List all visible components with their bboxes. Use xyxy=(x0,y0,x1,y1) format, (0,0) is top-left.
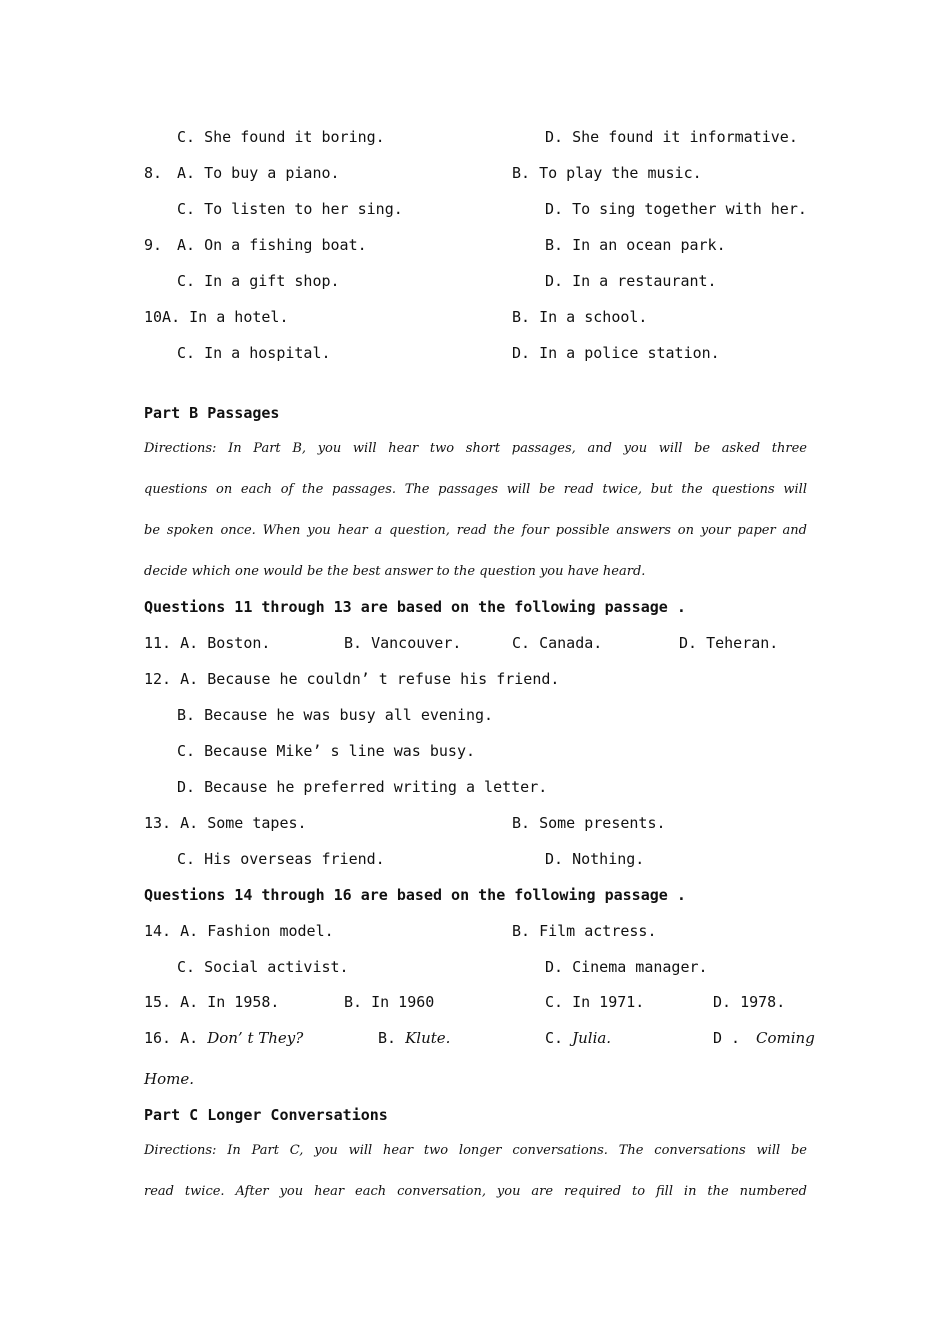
q9-option-a: A. On a fishing boat. xyxy=(177,236,367,254)
group-11-13-heading: Questions 11 through 13 are based on the following passage . xyxy=(144,598,686,616)
q13-option-c: C. His overseas friend. xyxy=(177,850,385,868)
q14-option-b: B. Film actress. xyxy=(512,922,657,940)
part-b-heading: Part B Passages xyxy=(144,404,280,422)
q9-option-c: C. In a gift shop. xyxy=(177,272,340,290)
q16-option-c-label: C. xyxy=(545,1029,564,1047)
q16-option-c-title: Julia. xyxy=(572,1029,612,1047)
q9-option-d: D. In a restaurant. xyxy=(545,272,717,290)
q8-option-c: C. To listen to her sing. xyxy=(177,200,403,218)
q16-option-d-label: D . xyxy=(713,1029,741,1047)
q9-option-b: B. In an ocean park. xyxy=(545,236,726,254)
q16-option-d-title-continued xyxy=(144,1070,194,1088)
q14-option-a: 14. A. Fashion model. xyxy=(144,922,334,940)
q16-option-c xyxy=(545,1029,611,1047)
q16-option-a-label: 16. A. xyxy=(144,1029,199,1047)
q12-option-a: 12. A. Because he couldn’ t refuse his friend. xyxy=(144,670,560,688)
q8-option-a: A. To buy a piano. xyxy=(177,164,340,182)
q15-option-d: D. 1978. xyxy=(713,993,786,1011)
q11-option-b: B. Vancouver. xyxy=(344,634,462,652)
part-c-directions-line-1: Directions: In Part C, you will hear two longer conversations. The conversations will be xyxy=(144,1143,807,1158)
q10-option-b: B. In a school. xyxy=(512,308,648,326)
q14-option-d: D. Cinema manager. xyxy=(545,958,708,976)
q16-option-b xyxy=(378,1029,450,1047)
q10-option-a: 10A. In a hotel. xyxy=(144,308,289,326)
q13-option-d: D. Nothing. xyxy=(545,850,645,868)
part-b-directions-line-1: Directions: In Part B, you will hear two short passages, and you will be asked three xyxy=(144,441,807,456)
q7-option-d: D. She found it informative. xyxy=(545,128,798,146)
q12-option-d: D. Because he preferred writing a letter. xyxy=(177,778,548,796)
q13-option-b: B. Some presents. xyxy=(512,814,666,832)
q8-option-b: B. To play the music. xyxy=(512,164,702,182)
q15-option-b: B. In 1960 xyxy=(344,993,435,1011)
q9-number: 9. xyxy=(144,236,163,254)
part-b-directions-line-4: decide which one would be the best answer to the question you have heard. xyxy=(144,564,646,579)
q7-option-c: C. She found it boring. xyxy=(177,128,385,146)
q12-option-b: B. Because he was busy all evening. xyxy=(177,706,494,724)
q16-option-d-title xyxy=(756,1029,815,1047)
q10-option-c: C. In a hospital. xyxy=(177,344,331,362)
q11-option-c: C. Canada. xyxy=(512,634,603,652)
part-c-directions-line-2: read twice. After you hear each conversation, you are required to fill in the numbered xyxy=(144,1184,807,1199)
part-c-heading: Part C Longer Conversations xyxy=(144,1106,388,1124)
part-b-directions-line-2: questions on each of the passages. The passages will be read twice, but the questions will xyxy=(144,482,807,497)
q8-number: 8. xyxy=(144,164,163,182)
q16-option-a xyxy=(144,1029,303,1047)
q15-option-a: 15. A. In 1958. xyxy=(144,993,280,1011)
q8-option-d: D. To sing together with her. xyxy=(545,200,807,218)
q15-option-c: C. In 1971. xyxy=(545,993,645,1011)
q14-option-c: C. Social activist. xyxy=(177,958,349,976)
q16-option-d-title-continued-text: Home. xyxy=(144,1070,194,1088)
group-14-16-heading: Questions 14 through 16 are based on the following passage . xyxy=(144,886,686,904)
q11-option-a: 11. A. Boston. xyxy=(144,634,271,652)
q12-option-c: C. Because Mike’ s line was busy. xyxy=(177,742,476,760)
q16-option-b-label: B. xyxy=(378,1029,397,1047)
part-b-directions-line-3: be spoken once. When you hear a question, read the four possible answers on your paper and xyxy=(144,523,807,538)
q16-option-a-title: Don’ t They? xyxy=(207,1029,304,1047)
q16-option-b-title: Klute. xyxy=(405,1029,451,1047)
q10-option-d: D. In a police station. xyxy=(512,344,720,362)
q16-option-d-title-text: Coming xyxy=(756,1029,815,1047)
q11-option-d: D. Teheran. xyxy=(679,634,779,652)
q13-option-a: 13. A. Some tapes. xyxy=(144,814,307,832)
